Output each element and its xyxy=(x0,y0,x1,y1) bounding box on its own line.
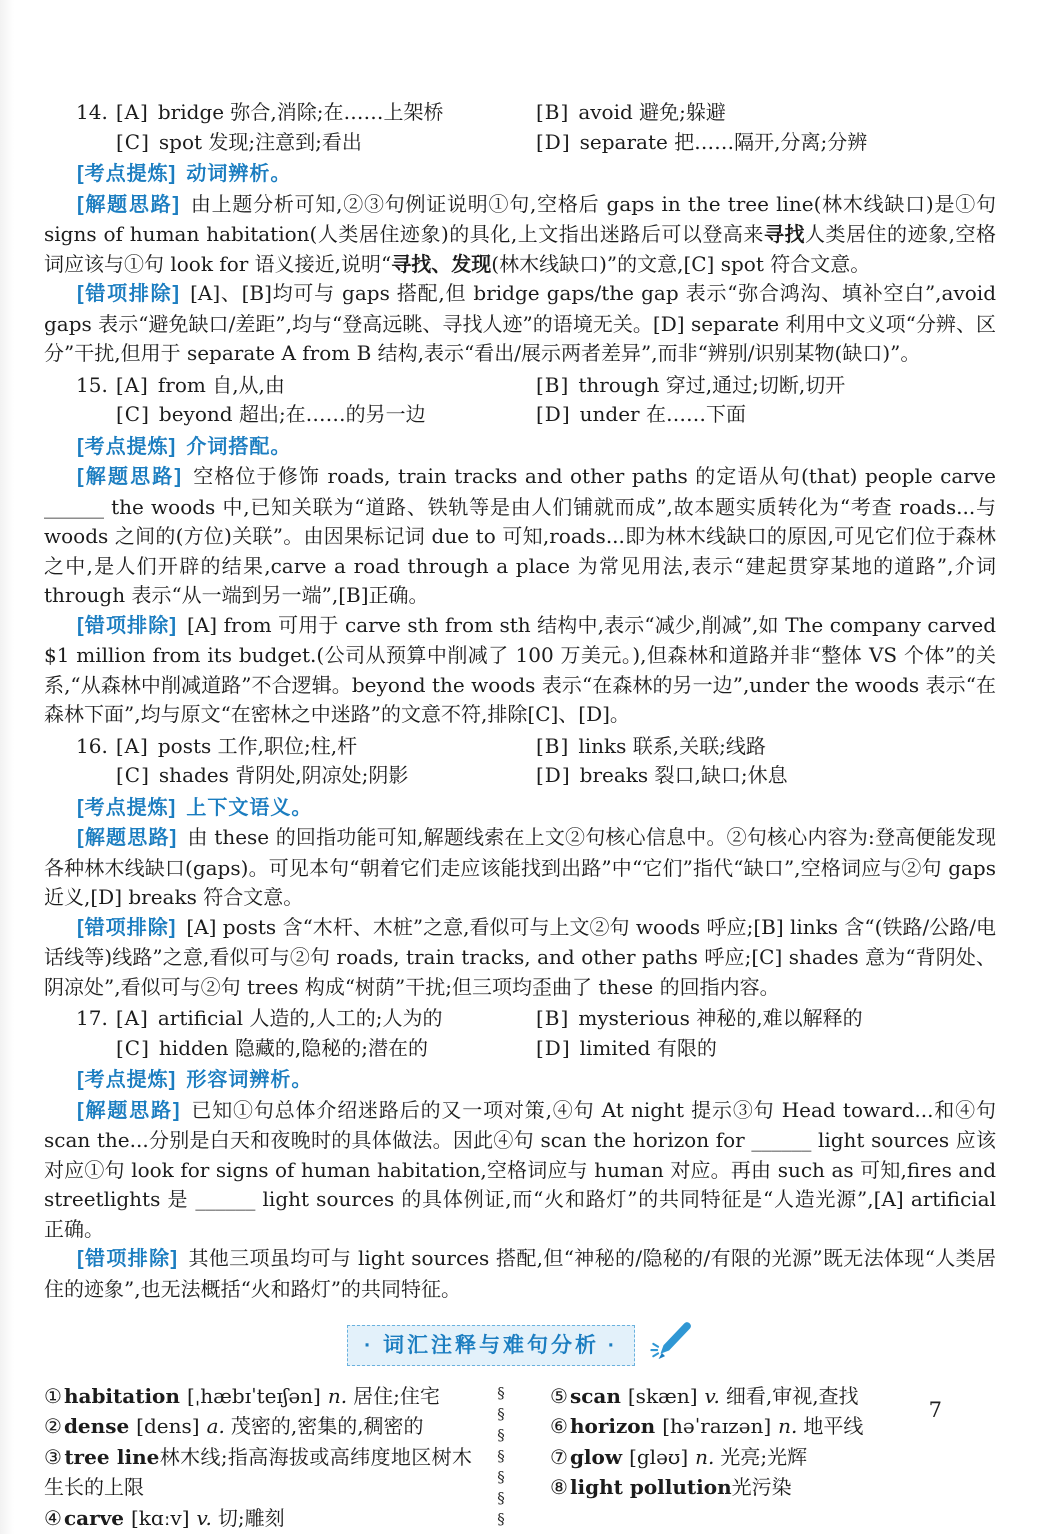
vocab-column-left xyxy=(44,1381,472,1534)
exam-point-text: 上下文语义。 xyxy=(186,796,313,819)
option-letter: [B] xyxy=(536,733,570,758)
vocab-ipa: [həˈraɪzən] xyxy=(662,1414,772,1438)
vocab-item xyxy=(550,1472,996,1503)
option-text: mysterious 神秘的,难以解释的 xyxy=(578,1006,863,1030)
elimination-tag: [错项排除] xyxy=(77,614,178,637)
question-block-14 xyxy=(44,98,996,369)
exam-point-tag: [考点提炼] xyxy=(77,1069,177,1091)
option-letter: [B] xyxy=(536,372,570,397)
option-text: breaks 裂口,缺口;休息 xyxy=(579,763,788,787)
vocab-number: ② xyxy=(44,1414,62,1438)
solution-text: 由上题分析可知,②③句例证说明①句,空格后 gaps in the tree line(林木线缺口)是①句 signs of human habitation(人类居住迹象)的具化,上文指出迷路后可以登高来寻找人类居住的迹象,空格词应该与①句 look for 语义接近,说明“寻找、发现(林木线缺口)”的文意,[C] spot 符合文意。 xyxy=(44,191,997,276)
vocab-number: ⑤ xyxy=(550,1383,568,1408)
option-letter: [B] xyxy=(536,1006,570,1030)
option-text: links 联系,关联;线路 xyxy=(578,733,766,758)
solution-paragraph xyxy=(44,462,996,611)
vocab-ipa: [ˌhæbɪˈteɪʃən] xyxy=(186,1383,321,1408)
exam-point-line xyxy=(44,159,996,190)
vocab-pos: v. xyxy=(196,1505,212,1530)
solution-text: 由 these 的回指功能可知,解题线索在上文②句核心信息中。②句核心内容为:登高便能发现各种林木线缺口(gaps)。可见本句“朝着它们走应该能找到出路”中“它们”指代“缺口”,空格词应与②句 gaps 近义,[D] breaks 符合文意。 xyxy=(44,825,996,909)
vocab-word: horizon xyxy=(569,1414,656,1438)
option-row xyxy=(44,371,996,401)
vocab-meaning: 光亮;光辉 xyxy=(720,1444,808,1469)
elimination-paragraph xyxy=(44,1244,996,1304)
option-text: shades 背阴处,阴凉处;阴影 xyxy=(158,763,409,787)
exam-point-tag: [考点提炼] xyxy=(77,435,177,458)
elimination-tag: [错项排除] xyxy=(77,1248,179,1270)
vocab-ipa: [gləʊ] xyxy=(629,1444,689,1469)
vocab-meaning: 切;雕刻 xyxy=(217,1505,285,1530)
solution-paragraph xyxy=(44,190,996,280)
vocab-item xyxy=(44,1411,472,1442)
option-a xyxy=(44,1004,536,1034)
vocab-section-title: · 词汇注释与难句分析 · xyxy=(347,1325,635,1367)
elimination-text: 其他三项虽均可与 light sources 搭配,但“神秘的/隐秘的/有限的光源”既无法体现“人类居住的迹象”,也无法概括“火和路灯”的共同特征。 xyxy=(44,1246,997,1301)
vocab-word: glow xyxy=(569,1444,623,1469)
vocab-ipa: [skæn] xyxy=(627,1383,698,1408)
vocab-word: tree line xyxy=(64,1444,160,1469)
vocab-pos: n. xyxy=(778,1414,798,1438)
vocab-item xyxy=(44,1442,472,1503)
option-b xyxy=(536,98,996,128)
option-letter: [B] xyxy=(536,100,570,124)
vocab-pos: n. xyxy=(695,1444,715,1469)
vocab-number: ⑥ xyxy=(550,1414,568,1438)
vocab-meaning: 地平线 xyxy=(803,1414,864,1438)
option-a xyxy=(44,371,536,401)
option-text: artificial 人造的,人工的;人为的 xyxy=(157,1006,443,1030)
option-letter: [A] xyxy=(115,372,149,397)
vocab-ipa: [kɑːv] xyxy=(130,1505,190,1530)
elimination-paragraph xyxy=(44,611,996,730)
vocab-word: light pollution xyxy=(569,1475,732,1499)
option-row xyxy=(44,98,996,128)
vocab-section-header xyxy=(44,1320,996,1371)
option-text: posts 工作,职位;柱,杆 xyxy=(157,733,358,758)
option-text: bridge 弥合,消除;在……上架桥 xyxy=(157,100,444,124)
solution-tag: [解题思路] xyxy=(77,193,181,216)
vocab-item xyxy=(44,1381,472,1412)
option-text: from 自,从,由 xyxy=(157,372,285,397)
exam-point-tag: [考点提炼] xyxy=(77,796,177,819)
option-c xyxy=(44,128,536,158)
question-block-15 xyxy=(44,371,996,730)
vocab-number: ⑦ xyxy=(550,1444,568,1469)
vocab-meaning: 茂密的,密集的,稠密的 xyxy=(230,1414,424,1438)
elimination-text: [A]、[B]均可与 gaps 搭配,但 bridge gaps/the gap 表示“弥合鸿沟、填补空白”,avoid gaps 表示“避免缺口/差距”,均与“登高远眺、寻找人迹”的语境无关。[D] separate 利用中文义项“分辨、区分”干扰,但用于 separate A from B 结构,表示“看出/展示两者差异”,而非“辨别/识别某物(缺口)”。 xyxy=(44,281,996,365)
exam-point-text: 动词辨析。 xyxy=(186,163,292,185)
option-letter: [C] xyxy=(116,402,150,426)
option-d xyxy=(536,128,996,158)
vocab-item xyxy=(44,1503,472,1534)
option-row xyxy=(44,400,996,430)
option-letter: [A] xyxy=(115,1006,149,1030)
vocab-word: dense xyxy=(63,1414,130,1438)
question-number: 15. xyxy=(76,372,108,397)
vocab-ipa: [dens] xyxy=(136,1414,200,1438)
option-row xyxy=(44,761,996,791)
vocab-meaning: 居住;住宅 xyxy=(353,1383,440,1408)
vocab-column-right xyxy=(530,1381,996,1534)
solution-text: 空格位于修饰 roads, train tracks and other paths 的定语从句(that) people carve ______ the woods 中,已知关联为“道路、铁轨等是由人们铺就而成”,故本题实质转化为“考查 roads...与 woods 之间的(方位)关联”。由因果标记词 due to 可知,roads...即为林木线缺口的原因,可见它们位于森林之中,是人们开辟的结果,carve a road through a place 为常见用法,表示“建起贯穿某地的道路”,介词 through 表示“从一端到另一端”,[B]正确。 xyxy=(44,464,996,607)
vocab-meaning: 光污染 xyxy=(731,1475,792,1499)
solution-tag: [解题思路] xyxy=(77,466,183,488)
question-number: 14. xyxy=(76,100,108,124)
question-number: 17. xyxy=(76,1006,108,1030)
answer-explanations xyxy=(44,98,996,1533)
exam-point-text: 形容词辨析。 xyxy=(186,1069,313,1091)
vocab-pos: n. xyxy=(327,1383,348,1408)
option-letter: [C] xyxy=(116,1035,150,1060)
option-text: limited 有限的 xyxy=(579,1035,717,1060)
elimination-tag: [错项排除] xyxy=(77,916,177,939)
exam-point-line xyxy=(44,793,996,824)
solution-text: 已知①句总体介绍迷路后的又一项对策,④句 At night 提示③句 Head toward...和④句 scan the...分别是白天和夜晚时的具体做法。因此④句 scan the horizon for ______ light sources 应该对应①句 look for signs of human habitation,空格词应与 human 对应。再由 such as 可知,fires and streetlights 是 ______ light sources 的具体例证,而“火和路灯”的共同特征是“人造光源”,[A] artificial 正确。 xyxy=(44,1097,996,1241)
option-text: beyond 超出;在……的另一边 xyxy=(158,402,426,426)
option-letter: [A] xyxy=(115,733,149,758)
solution-paragraph xyxy=(44,1096,996,1245)
option-b xyxy=(536,1004,996,1034)
vocab-number: ③ xyxy=(44,1444,63,1469)
exam-point-line xyxy=(44,1065,996,1096)
option-letter: [C] xyxy=(116,763,150,787)
option-b xyxy=(536,371,996,401)
option-text: separate 把……隔开,分离;分辨 xyxy=(579,129,868,154)
option-text: spot 发现;注意到;看出 xyxy=(158,129,362,154)
vocab-pos: v. xyxy=(704,1383,720,1408)
vocab-number: ① xyxy=(44,1383,62,1408)
option-text: avoid 避免;躲避 xyxy=(578,100,726,124)
option-text: through 穿过,通过;切断,切开 xyxy=(578,372,846,397)
option-d xyxy=(536,1034,996,1064)
page-number: 7 xyxy=(928,1398,942,1422)
wavy-divider: § § § § § § § xyxy=(497,1383,505,1528)
option-d xyxy=(536,400,996,430)
vocab-word: habitation xyxy=(63,1383,180,1408)
option-d xyxy=(536,761,996,791)
option-c xyxy=(44,761,536,791)
question-number: 16. xyxy=(76,733,108,758)
vocab-item xyxy=(550,1442,996,1473)
solution-tag: [解题思路] xyxy=(77,827,178,849)
exam-point-tag: [考点提炼] xyxy=(77,163,177,185)
option-text: hidden 隐藏的,隐秘的;潜在的 xyxy=(158,1035,428,1060)
vocab-list xyxy=(44,1381,996,1534)
option-letter: [D] xyxy=(536,402,571,426)
option-text: under 在……下面 xyxy=(579,402,746,426)
solution-tag: [解题思路] xyxy=(77,1099,181,1122)
option-b xyxy=(536,732,996,762)
elimination-paragraph xyxy=(44,913,996,1003)
option-a xyxy=(44,98,536,128)
option-c xyxy=(44,400,536,430)
option-row xyxy=(44,1034,996,1064)
vocab-meaning: 细看,审视,查找 xyxy=(725,1383,859,1408)
vocab-number: ⑧ xyxy=(550,1475,568,1499)
pen-icon xyxy=(647,1320,693,1371)
option-row xyxy=(44,732,996,762)
vocab-number: ④ xyxy=(44,1505,62,1530)
option-letter: [D] xyxy=(536,763,571,787)
solution-paragraph xyxy=(44,823,996,913)
elimination-paragraph xyxy=(44,279,996,369)
elimination-text: [A] from 可用于 carve sth from sth 结构中,表示“减少,削减”,如 The company carved $1 million from its budget.(公司从预算中削减了 100 万美元。),但森林和道路并非“整体 VS 个体”的关系,“从森林中削减道路”不合逻辑。beyond the woods 表示“在森林的另一边”,under the woods 表示“在森林下面”,均与原文“在密林之中迷路”的文意不符,排除[C]、[D]。 xyxy=(44,612,996,726)
option-letter: [A] xyxy=(115,100,149,124)
option-row xyxy=(44,1004,996,1034)
elimination-tag: [错项排除] xyxy=(77,283,181,305)
question-block-16 xyxy=(44,732,996,1003)
option-letter: [C] xyxy=(116,129,150,154)
elimination-text: [A] posts 含“木杆、木桩”之意,看似可与上文②句 woods 呼应;[B] links 含“(铁路/公路/电话线等)线路”之意,看似可与②句 roads, train tracks, and other paths 呼应;[C] shades 意为“背阴处、阴凉处”,看似可与②句 trees 构成“树荫”干扰;但三项均歪曲了 these 的回指内容。 xyxy=(44,914,996,999)
option-row xyxy=(44,128,996,158)
vocab-word: scan xyxy=(569,1383,621,1408)
vocab-pos: a. xyxy=(206,1414,225,1438)
option-a xyxy=(44,732,536,762)
exam-point-text: 介词搭配。 xyxy=(186,435,292,458)
question-block-17 xyxy=(44,1004,996,1304)
option-c xyxy=(44,1034,536,1064)
exam-point-line xyxy=(44,432,996,463)
vocab-word: carve xyxy=(63,1505,124,1530)
vocab-meaning: 林木线;指高海拔或高纬度地区树木生长的上限 xyxy=(44,1444,472,1499)
option-letter: [D] xyxy=(536,129,571,154)
option-letter: [D] xyxy=(536,1035,571,1060)
